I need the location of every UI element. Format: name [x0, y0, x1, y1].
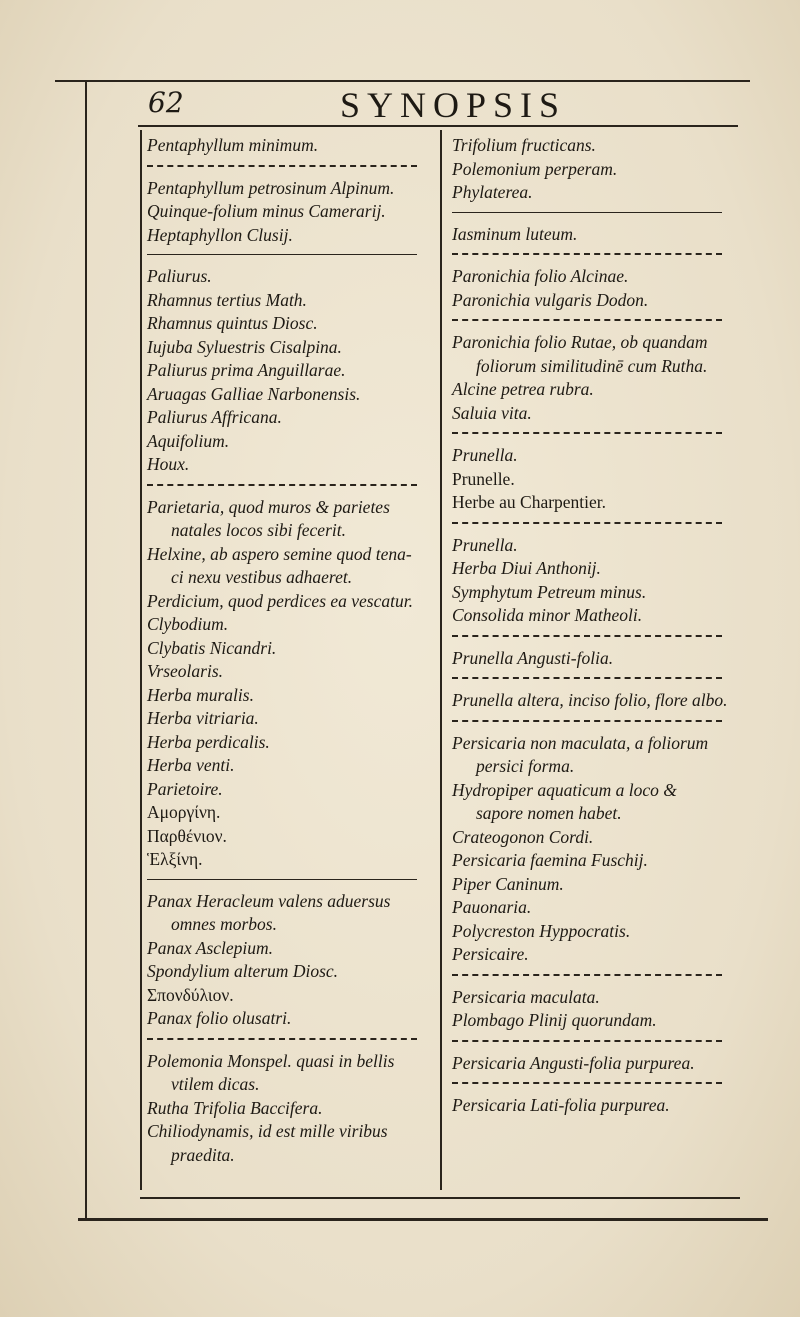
entry-heading: Paronichia folio Alcinae.: [452, 266, 629, 286]
column-divider: [440, 130, 442, 1190]
synonym-line: Σπονδύλιον.: [147, 984, 234, 1005]
synonym-line: Chiliodynamis, id est mille viribus: [147, 1121, 388, 1141]
synonym-line: Alcine petrea rubra.: [452, 379, 594, 399]
synonym-line: Persicaire.: [452, 944, 529, 964]
synonym-group: [452, 1094, 737, 1118]
synonym-group: [147, 890, 432, 1031]
synonym-group: [452, 732, 737, 967]
page-number: 62: [148, 86, 184, 119]
group-separator: [452, 253, 722, 255]
entry-heading: Polemonia Monspel. quasi in bellis: [147, 1050, 395, 1071]
synonym-group: [452, 689, 737, 713]
page-header: [140, 84, 740, 124]
entry-heading: Parietaria, quod muros & parietes: [147, 496, 390, 517]
synonym-line: ci nexu vestibus adhaeret.: [171, 567, 353, 587]
entry-heading: Pentaphyllum petrosinum Alpinum.: [147, 177, 395, 198]
synonym-line: Houx.: [147, 454, 190, 474]
synonym-line: Παρθένιον.: [147, 825, 227, 846]
left-outer-rule: [85, 80, 87, 1220]
synonym-line: Clybodium.: [147, 614, 229, 634]
synonym-line: persici forma.: [476, 756, 575, 776]
synonym-group: [452, 331, 737, 425]
synonym-group: [452, 647, 737, 671]
synonym-line: Heptaphyllon Clusij.: [147, 224, 293, 245]
synonym-line: Persicaria faemina Fuschij.: [452, 850, 648, 870]
group-separator: [452, 432, 722, 434]
synonym-line: foliorum similitudinē cum Rutha.: [476, 355, 708, 376]
synonym-group: [452, 265, 737, 312]
bottom-outer-rule: [78, 1218, 768, 1221]
group-separator: [452, 720, 722, 722]
group-separator: [452, 677, 722, 679]
synonym-line: praedita.: [171, 1144, 235, 1165]
synonym-line: Polemonium perperam.: [452, 158, 618, 179]
entry-heading: Paliurus.: [147, 266, 212, 286]
synonym-line: Phylaterea.: [452, 182, 533, 202]
synonym-line: Parietoire.: [147, 778, 223, 799]
synonym-line: Pauonaria.: [452, 897, 532, 917]
synonym-line: Vrseolaris.: [147, 661, 223, 681]
synonym-line: Spondylium alterum Diosc.: [147, 961, 339, 981]
group-separator: [147, 1038, 417, 1040]
synonym-group: [147, 496, 432, 872]
synonym-line: Paliurus Affricana.: [147, 407, 282, 427]
synonym-line: sapore nomen habet.: [476, 803, 622, 823]
synonym-group: [452, 134, 737, 205]
synonym-line: Rhamnus tertius Math.: [147, 289, 307, 310]
synonym-line: Saluia vita.: [452, 402, 532, 423]
group-separator: [452, 1082, 722, 1084]
synonym-line: Paronichia vulgaris Dodon.: [452, 289, 649, 310]
group-separator: [147, 879, 417, 880]
entry-heading: Persicaria non maculata, a foliorum: [452, 732, 709, 753]
synonym-line: Paliurus prima Anguillarae.: [147, 360, 346, 380]
group-separator: [147, 165, 417, 167]
synonym-line: Ἑλξίνη.: [147, 849, 203, 869]
synonym-line: Panax Asclepium.: [147, 937, 274, 958]
synonym-line: Herba Diui Anthonij.: [452, 558, 601, 578]
synonym-line: Helxine, ab aspero semine quod tena-: [147, 543, 412, 564]
synonym-line: Prunelle.: [452, 468, 515, 489]
synonym-line: Piper Caninum.: [452, 873, 564, 894]
entry-heading: Prunella.: [452, 534, 518, 555]
group-separator: [452, 319, 722, 321]
synonym-line: Iujuba Syluestris Cisalpina.: [147, 336, 342, 357]
synonym-line: Panax folio olusatri.: [147, 1008, 292, 1028]
entry-heading: Iasminum luteum.: [452, 223, 578, 244]
entry-heading: Panax Heracleum valens aduersus: [147, 890, 391, 911]
synonym-line: Symphytum Petreum minus.: [452, 581, 647, 602]
synonym-line: natales locos sibi fecerit.: [171, 520, 346, 540]
synonym-line: Rhamnus quintus Diosc.: [147, 313, 318, 333]
left-column-rule: [140, 130, 142, 1190]
entry-heading: Paronichia folio Rutae, ob quandam: [452, 332, 708, 352]
left-column: [147, 134, 432, 1167]
synonym-group: [147, 1050, 432, 1168]
entry-heading: Trifolium fructicans.: [452, 135, 596, 155]
synonym-group: [452, 444, 737, 515]
synonym-group: [452, 223, 737, 247]
synonym-line: Clybatis Nicandri.: [147, 637, 277, 658]
synonym-group: [147, 177, 432, 248]
synonym-line: Plombago Plinij quorundam.: [452, 1010, 657, 1030]
right-column: [452, 134, 737, 1118]
synonym-line: omnes morbos.: [171, 914, 277, 934]
group-separator: [452, 974, 722, 976]
synonym-group: [452, 986, 737, 1033]
entry-heading: Pentaphyllum minimum.: [147, 135, 319, 155]
synonym-line: Herbe au Charpentier.: [452, 492, 607, 512]
synonym-line: Hydropiper aquaticum a loco &: [452, 779, 677, 800]
synonym-line: Herba perdicalis.: [147, 731, 270, 752]
synonym-line: Herba vitriaria.: [147, 708, 259, 728]
top-outer-rule: [55, 80, 750, 82]
synonym-line: Aquifolium.: [147, 430, 230, 451]
synonym-group: [147, 134, 432, 158]
page-title: SYNOPSIS: [340, 85, 567, 125]
bottom-inner-rule: [140, 1197, 740, 1199]
synonym-group: [147, 265, 432, 477]
entry-heading: Persicaria Lati-folia purpurea.: [452, 1095, 670, 1115]
synonym-line: Αμοργίνη.: [147, 802, 221, 822]
group-separator: [452, 635, 722, 637]
group-separator: [147, 254, 417, 255]
synonym-line: Rutha Trifolia Baccifera.: [147, 1097, 323, 1118]
entry-heading: Prunella.: [452, 445, 518, 465]
synonym-group: [452, 1052, 737, 1076]
synonym-line: Crateogonon Cordi.: [452, 826, 594, 847]
entry-heading: Persicaria maculata.: [452, 986, 600, 1007]
entry-heading: Prunella Angusti-folia.: [452, 647, 614, 668]
synonym-line: Perdicium, quod perdices ea vescatur.: [147, 590, 413, 611]
entry-heading: Prunella altera, inciso folio, flore albo.: [452, 690, 728, 710]
entry-heading: Persicaria Angusti-folia purpurea.: [452, 1052, 695, 1073]
synonym-line: Aruagas Galliae Narbonensis.: [147, 383, 361, 404]
synonym-group: [452, 534, 737, 628]
group-separator: [147, 484, 417, 486]
synonym-line: Quinque-folium minus Camerarij.: [147, 201, 386, 221]
group-separator: [452, 1040, 722, 1042]
synonym-line: Herba venti.: [147, 755, 235, 775]
group-separator: [452, 522, 722, 524]
synonym-line: vtilem dicas.: [171, 1074, 260, 1094]
synonym-line: Consolida minor Matheoli.: [452, 605, 643, 625]
group-separator: [452, 212, 722, 213]
synonym-line: Polycreston Hyppocratis.: [452, 920, 631, 941]
synonym-line: Herba muralis.: [147, 684, 254, 705]
